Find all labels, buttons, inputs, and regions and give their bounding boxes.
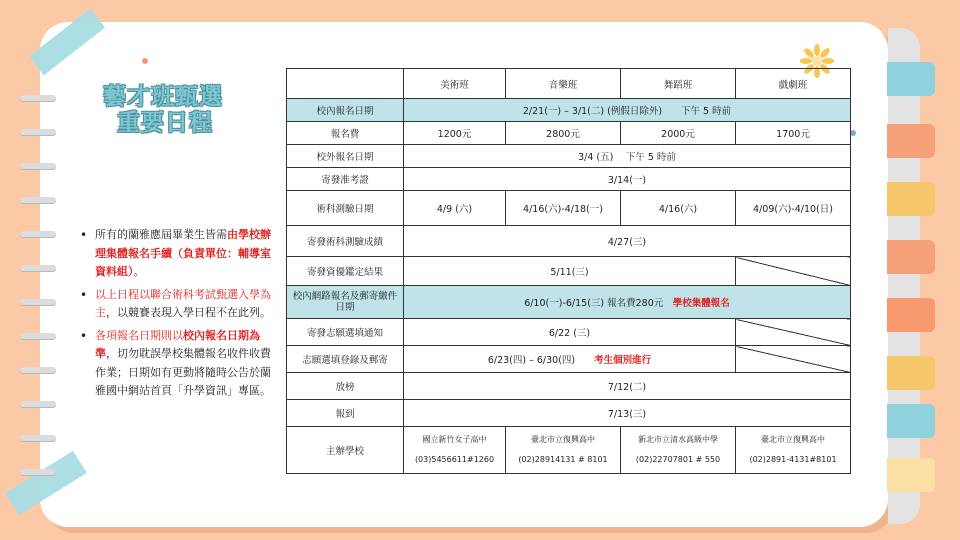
page-title-line2: 重要日程: [117, 110, 213, 136]
tab-orange-3[interactable]: [887, 298, 935, 332]
table-row: [287, 145, 851, 168]
table-cell: 4/27(三): [404, 226, 851, 257]
school-name: 臺北市立復興高中: [531, 435, 595, 444]
table-cell: 2800元: [506, 122, 621, 145]
table-cell: 2/21(一) – 3/1(二) (例假日除外) 下午 5 時前: [404, 99, 851, 122]
note-text: ，以競賽表現入學日程不在此列。: [106, 306, 271, 319]
table-cell: 3/14(一): [404, 168, 851, 191]
cell-text: 6/10(一)-6/15(三) 報名費280元: [524, 298, 664, 309]
notes-list: [78, 226, 274, 405]
table-cell: 1200元: [404, 122, 506, 145]
row-label: 寄發資優鑑定結果: [287, 257, 404, 286]
row-label: 術科測驗日期: [287, 191, 404, 226]
tab-yellow[interactable]: [887, 182, 935, 216]
column-header: 美術班: [404, 69, 506, 99]
row-label: 校內網路報名及郵寄繳件日期: [287, 286, 404, 319]
header-corner: [287, 69, 404, 99]
column-header: 舞蹈班: [621, 69, 736, 99]
empty-diagonal-cell: [736, 257, 851, 286]
table-row: [287, 122, 851, 145]
cell-highlight: 考生個別進行: [594, 355, 652, 366]
table-row: [287, 286, 851, 319]
schedule-table: [286, 68, 851, 474]
tab-orange-2[interactable]: [887, 240, 935, 274]
note-highlight: 由學校辦理集體報名手續（負責單位：輔導室資料組）: [95, 228, 271, 278]
row-label: 報名費: [287, 122, 404, 145]
table-cell: 4/16(六): [621, 191, 736, 226]
row-label: 寄發准考證: [287, 168, 404, 191]
table-row: [287, 226, 851, 257]
school-cell: [621, 427, 736, 474]
table-row: [287, 257, 851, 286]
row-label: 主辦學校: [287, 427, 404, 474]
empty-diagonal-cell: [736, 346, 851, 373]
row-label: 寄發志願選填通知: [287, 319, 404, 346]
school-name: 新北市立清水高級中學: [638, 435, 718, 444]
school-phone: (03)5456611#1260: [414, 455, 495, 464]
table-row: [287, 373, 851, 400]
row-label: 放榜: [287, 373, 404, 400]
table-header-row: [287, 69, 851, 99]
school-cell: [404, 427, 506, 474]
note-highlight: 校內報名日期為準: [95, 328, 260, 360]
column-header: 戲劇班: [736, 69, 851, 99]
table-cell: 4/16(六)-4/18(一): [506, 191, 621, 226]
table-row: [287, 319, 851, 346]
table-cell: 7/12(二): [404, 373, 851, 400]
tab-yellow-3[interactable]: [887, 458, 935, 492]
school-name: 國立新竹女子高中: [422, 435, 487, 444]
school-name: 臺北市立復興高中: [761, 435, 825, 444]
table-cell: 1700元: [736, 122, 851, 145]
table-cell: [404, 346, 736, 373]
note-text: ，切勿耽誤學校集體報名收件收費作業；日期如有更動將隨時公告於蘭雅國中網站首頁「升學資訊」專區。: [95, 347, 271, 397]
tab-orange[interactable]: [887, 124, 935, 158]
row-label: 寄發術科測驗成績: [287, 226, 404, 257]
table-row: [287, 191, 851, 226]
note-highlight: 各項報名日期則以: [95, 328, 183, 342]
cell-text: 6/23(四) – 6/30(四): [487, 355, 576, 366]
table-row: [287, 99, 851, 122]
row-label: 志願選填登錄及郵寄: [287, 346, 404, 373]
page-title: [103, 84, 243, 136]
table-cell: 5/11(三): [404, 257, 736, 286]
tab-teal[interactable]: [887, 62, 935, 96]
binder-rings: [20, 95, 60, 475]
tab-yellow-2[interactable]: [887, 356, 935, 390]
table-row: [287, 427, 851, 474]
table-row: [287, 346, 851, 373]
page-title-line1: 藝才班甄選: [103, 84, 223, 110]
table-row: [287, 168, 851, 191]
table-cell: 7/13(三): [404, 400, 851, 427]
school-cell: [506, 427, 621, 474]
row-label: 校外報名日期: [287, 145, 404, 168]
note-text: 。: [133, 265, 145, 278]
note-item: [78, 327, 274, 401]
row-label: 報到: [287, 400, 404, 427]
table-cell: 4/09(六)-4/10(日): [736, 191, 851, 226]
table-cell: [404, 286, 851, 319]
note-item: [78, 286, 274, 323]
note-text: 所有的蘭雅應屆畢業生皆需: [95, 228, 227, 241]
decor-dot: [142, 58, 148, 64]
notebook-edge: [888, 28, 920, 524]
school-phone: (02)22707801 # 550: [635, 455, 721, 464]
table-cell: 3/4 (五) 下午 5 時前: [404, 145, 851, 168]
cell-highlight: 學校集體報名: [672, 298, 730, 309]
tab-teal-2[interactable]: [887, 404, 935, 438]
note-item: [78, 226, 274, 282]
note-highlight: 以上日程以聯合術科考試甄選入學為主: [95, 287, 271, 319]
table-cell: 2000元: [621, 122, 736, 145]
table-cell: 6/22 (三): [404, 319, 736, 346]
school-phone: (02)2891-4131#8101: [749, 455, 837, 464]
table-row: [287, 400, 851, 427]
table-cell: 4/9 (六): [404, 191, 506, 226]
row-label: 校內報名日期: [287, 99, 404, 122]
column-header: 音樂班: [506, 69, 621, 99]
empty-diagonal-cell: [736, 319, 851, 346]
school-phone: (02)28914131 # 8101: [518, 455, 608, 464]
school-cell: [736, 427, 851, 474]
